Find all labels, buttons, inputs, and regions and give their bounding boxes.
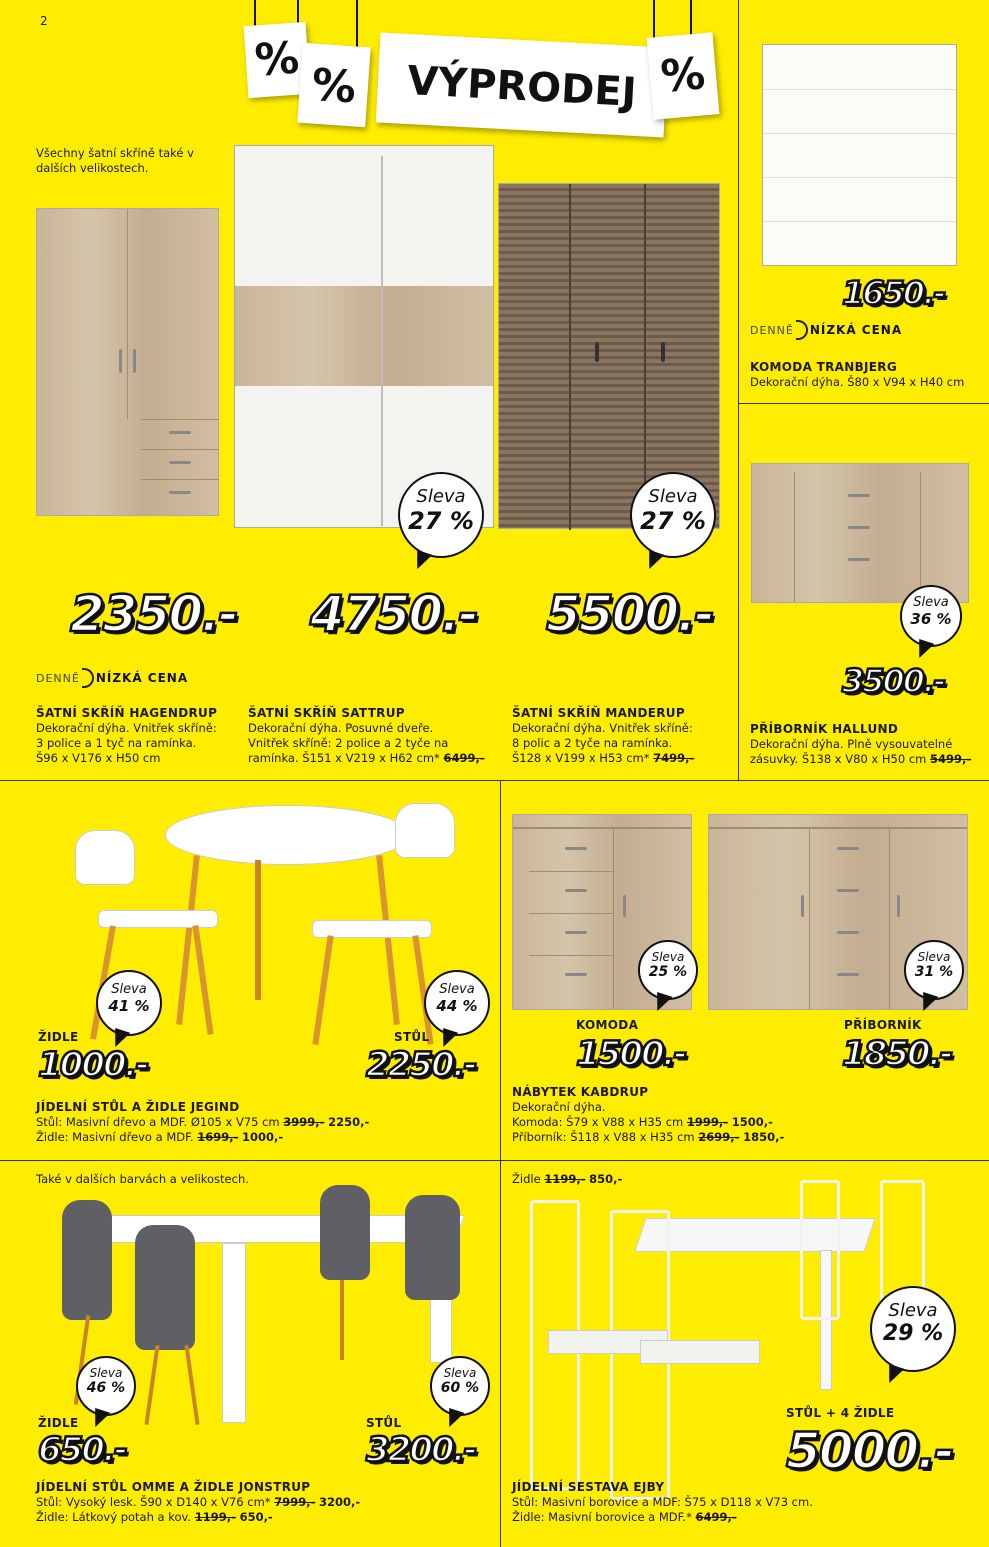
omme-description xyxy=(36,1480,496,1525)
desc-line: ramínka. Š151 x V219 x H62 cm* xyxy=(248,751,440,765)
kabdrup-komoda-sleva-badge xyxy=(638,940,698,1000)
desc-line: Židle: Látkový potah a kov. xyxy=(36,1510,192,1524)
manderup-sleva-badge xyxy=(630,472,716,558)
old-price: 1999,- xyxy=(686,1115,729,1129)
denne-nizka-cena-logo-2 xyxy=(750,320,902,340)
sleva-label: Sleva xyxy=(913,595,949,610)
sattrup-sleva-badge xyxy=(398,472,484,558)
new-price: 650,- xyxy=(239,1510,273,1524)
manderup-description xyxy=(512,706,732,766)
hallund-image xyxy=(751,463,969,603)
desc-line: Š96 x V176 x H50 cm xyxy=(36,751,161,765)
new-price: 850,- xyxy=(589,1172,623,1186)
ejby-price: 5000.- xyxy=(786,1422,953,1480)
sleva-label: Sleva xyxy=(917,950,951,964)
desc-line: Dekorační dýha. Š80 x V94 x H40 cm xyxy=(750,375,965,389)
kabdrup-pribornik-sleva-badge xyxy=(904,940,964,1000)
old-price: 3999,- xyxy=(283,1115,325,1129)
desc-line: Dekorační dýha. Plně vysouvatelné xyxy=(750,737,953,751)
old-price: 5499,- xyxy=(930,752,972,766)
banner-title: VÝPRODEJ xyxy=(376,33,668,138)
desc-line: 8 polic a 2 tyče na ramínka. xyxy=(512,736,673,750)
divider-vertical-top xyxy=(738,0,739,780)
product-title: JÍDELNÍ STŮL OMME A ŽIDLE JONSTRUP xyxy=(36,1480,311,1494)
omme-chair-label: ŽIDLE xyxy=(38,1416,79,1430)
sleva-percent: 60 % xyxy=(440,1380,480,1396)
old-price: 1199,- xyxy=(194,1510,236,1524)
product-title: JÍDELNÍ SESTAVA EJBY xyxy=(512,1480,665,1494)
product-title: ŠATNÍ SKŘÍŇ HAGENDRUP xyxy=(36,706,218,720)
hagendrup-description xyxy=(36,706,236,766)
jegind-table-label: STŮL xyxy=(394,1030,430,1044)
sleva-percent: 27 % xyxy=(640,507,706,535)
sleva-label: Sleva xyxy=(888,1300,938,1321)
kabdrup-komoda-price: 1500.- xyxy=(576,1034,686,1074)
hallund-description xyxy=(750,722,986,767)
jegind-description xyxy=(36,1100,496,1145)
ejby-set-label: STŮL + 4 ŽIDLE xyxy=(786,1406,895,1420)
sleva-label: Sleva xyxy=(416,486,466,507)
sattrup-description xyxy=(248,706,488,766)
jegind-table-sleva-badge xyxy=(424,970,490,1036)
hallund-sleva-badge xyxy=(900,585,962,647)
product-title: ŠATNÍ SKŘÍŇ SATTRUP xyxy=(248,706,405,720)
divider-vertical-bottom xyxy=(500,1160,501,1547)
desc-line: Stůl: Masivní borovice a MDF: Š75 x D118 x V73 cm. xyxy=(512,1495,813,1509)
omme-chair-price: 650.- xyxy=(38,1430,126,1470)
desc-line: Komoda: Š79 x V88 x H35 cm xyxy=(512,1115,684,1129)
desc-line: Stůl: Masivní dřevo a MDF. Ø105 x V75 cm xyxy=(36,1115,280,1129)
desc-line: Š128 x V199 x H53 cm* xyxy=(512,751,650,765)
old-price: 2699,- xyxy=(698,1130,740,1144)
desc-line: Dekorační dýha. Posuvné dveře. xyxy=(248,721,434,735)
old-price: 7999,- xyxy=(274,1495,316,1509)
sleva-label: Sleva xyxy=(443,1366,477,1380)
jegind-chair-label: ŽIDLE xyxy=(38,1030,79,1044)
sleva-label: Sleva xyxy=(89,1366,123,1380)
old-price: 6499,- xyxy=(443,751,485,765)
desc-line: Příborník: Š118 x V88 x H35 cm xyxy=(512,1130,695,1144)
tranbjerg-image xyxy=(762,44,957,266)
sleva-percent: 46 % xyxy=(86,1380,126,1396)
product-title: ŠATNÍ SKŘÍŇ MANDERUP xyxy=(512,706,685,720)
kabdrup-pribornik-price: 1850.- xyxy=(842,1034,952,1074)
kabdrup-komoda-label: KOMODA xyxy=(576,1018,639,1032)
hagendrup-image xyxy=(36,208,219,516)
sattrup-price: 4750.- xyxy=(310,585,477,643)
new-price: 1500,- xyxy=(731,1115,773,1129)
sleva-percent: 31 % xyxy=(914,964,954,980)
old-price: 7499,- xyxy=(653,751,695,765)
sleva-label: Sleva xyxy=(439,982,475,997)
desc-line: 3 police a 1 tyč na ramínka. xyxy=(36,736,197,750)
percent-sign-3: % xyxy=(647,32,720,119)
omme-chair-sleva-badge xyxy=(76,1356,136,1416)
sleva-label: Sleva xyxy=(111,982,147,997)
sattrup-image xyxy=(234,145,494,528)
kabdrup-description xyxy=(512,1085,982,1145)
denne-label: DENNĚ xyxy=(750,323,794,337)
desc-line: Židle xyxy=(512,1172,541,1186)
sleva-percent: 36 % xyxy=(910,610,952,628)
sleva-percent: 29 % xyxy=(882,1321,944,1346)
kabdrup-pribornik-label: PŘÍBORNÍK xyxy=(844,1018,922,1032)
sleva-percent: 44 % xyxy=(436,997,478,1015)
manderup-price: 5500.- xyxy=(546,585,713,643)
divider-right-top xyxy=(738,403,989,404)
desc-line: Židle: Masivní dřevo a MDF. xyxy=(36,1130,194,1144)
sleva-percent: 25 % xyxy=(648,964,688,980)
nizka-cena-label: NÍZKÁ CENA xyxy=(809,323,903,337)
wardrobes-note: Všechny šatní skříně také v dalších velikostech. xyxy=(36,146,194,175)
hagendrup-price: 2350.- xyxy=(70,585,237,643)
desc-line: zásuvky. Š138 x V80 x H50 cm xyxy=(750,752,927,766)
product-title: PŘÍBORNÍK HALLUND xyxy=(750,722,899,736)
ejby-chair-note xyxy=(512,1172,622,1187)
tranbjerg-price: 1650.- xyxy=(842,274,945,312)
old-price: 1199,- xyxy=(544,1172,586,1186)
desc-line: Stůl: Vysoký lesk. Š90 x D140 x V76 cm* xyxy=(36,1495,271,1509)
omme-table-label: STŮL xyxy=(366,1416,402,1430)
tranbjerg-description xyxy=(750,360,980,390)
divider-row2 xyxy=(0,1160,989,1161)
jegind-table-price: 2250.- xyxy=(366,1045,476,1085)
omme-note: Také v dalších barvách a velikostech. xyxy=(36,1172,249,1186)
hallund-price: 3500.- xyxy=(842,662,945,700)
desc-line: Dekorační dýha. Vnitřek skříně: xyxy=(512,721,693,735)
product-title: NÁBYTEK KABDRUP xyxy=(512,1085,649,1099)
omme-table-sleva-badge xyxy=(430,1356,490,1416)
product-title: JÍDELNÍ STŮL A ŽIDLE JEGIND xyxy=(36,1100,240,1114)
desc-line: Vnitřek skříně: 2 police a 2 tyče na xyxy=(248,736,449,750)
denne-label: DENNĚ xyxy=(36,671,80,685)
omme-table-price: 3200.- xyxy=(366,1430,476,1470)
desc-line: Židle: Masivní borovice a MDF.* xyxy=(512,1510,692,1524)
old-price: 1699,- xyxy=(197,1130,239,1144)
percent-sign-2: % xyxy=(297,43,370,128)
nizka-cena-label: NÍZKÁ CENA xyxy=(95,671,189,685)
sleva-percent: 41 % xyxy=(108,997,150,1015)
new-price: 3200,- xyxy=(319,1495,361,1509)
denne-nizka-cena-logo xyxy=(36,668,188,688)
new-price: 1850,- xyxy=(743,1130,785,1144)
page-number: 2 xyxy=(40,14,48,28)
divider-vertical-mid xyxy=(500,780,501,1160)
new-price: 2250,- xyxy=(328,1115,370,1129)
sleva-label: Sleva xyxy=(648,486,698,507)
sleva-label: Sleva xyxy=(651,950,685,964)
desc-line: Dekorační dýha. xyxy=(512,1100,606,1114)
jegind-chair-sleva-badge xyxy=(96,970,162,1036)
sleva-percent: 27 % xyxy=(408,507,474,535)
ejby-sleva-badge xyxy=(870,1286,956,1372)
divider-row1 xyxy=(0,780,989,781)
percent-sign-1: % xyxy=(244,22,311,98)
desc-line: Dekorační dýha. Vnitřek skříně: xyxy=(36,721,217,735)
ejby-description xyxy=(512,1480,982,1525)
jegind-chair-price: 1000.- xyxy=(38,1045,148,1085)
product-title: KOMODA TRANBJERG xyxy=(750,360,897,374)
old-price: 6499,- xyxy=(695,1510,737,1524)
new-price: 1000,- xyxy=(242,1130,284,1144)
